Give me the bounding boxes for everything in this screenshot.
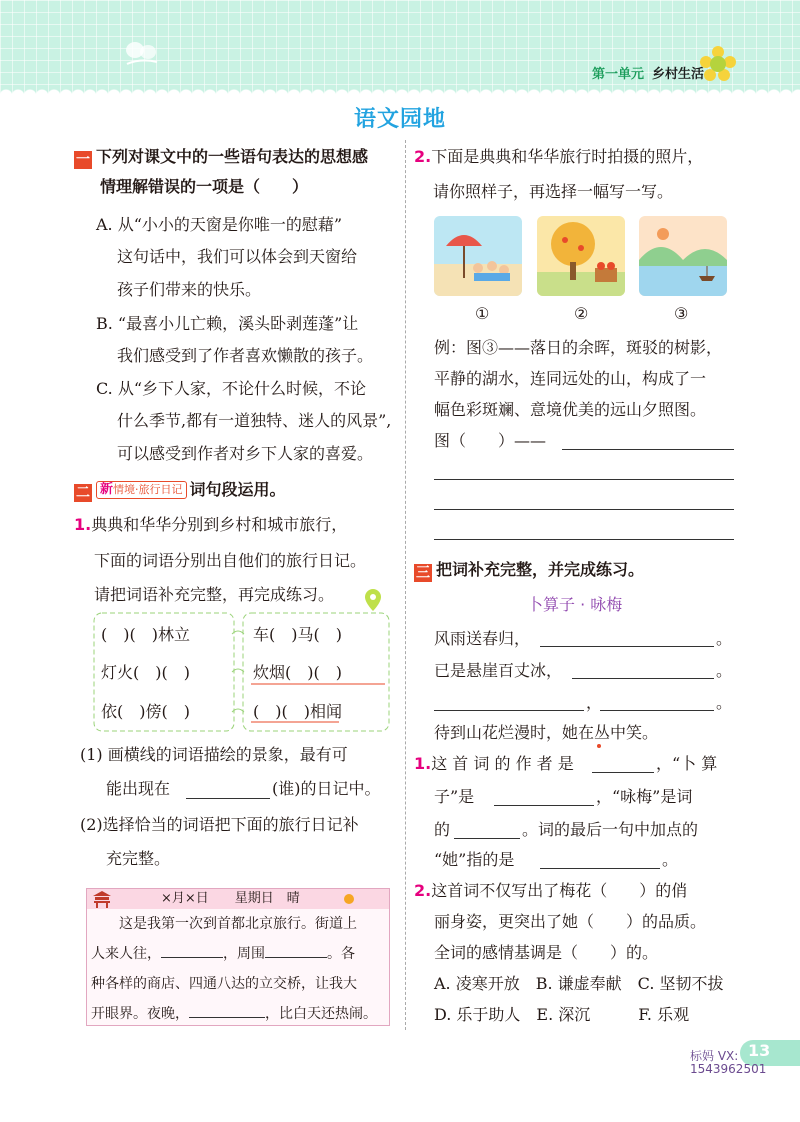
writing-line[interactable]	[434, 479, 734, 480]
options-row-2: D. 乐于助人 E. 深沉 F. 乐观	[434, 1005, 690, 1024]
s3-q1-line1	[414, 753, 574, 775]
s3-q1-l4b: 。	[662, 850, 679, 869]
sub1-line2a: 能出现在	[106, 779, 171, 798]
s2-q1-line3: 请把词语补充完整，再完成练习。	[94, 585, 335, 604]
diary-l4a: 开眼界。夜晚，	[91, 1006, 189, 1022]
poem-line2-end: 。	[716, 661, 733, 680]
answer-blank[interactable]	[592, 772, 654, 773]
column-divider	[405, 140, 406, 1030]
diary-line-4	[91, 999, 385, 1029]
photo-label-2: ②	[574, 304, 589, 323]
writing-line[interactable]	[434, 539, 734, 540]
photo-orchard	[537, 216, 625, 296]
q2-number: 2.	[414, 147, 432, 166]
q2-line2: 请你照样子，再选择一幅写一写。	[433, 182, 674, 201]
s3-q2-l1-text: 这首词不仅写出了梅花（ ）的俏	[431, 881, 688, 900]
poem-blank-4[interactable]	[600, 710, 714, 711]
s3-q1-l4a: “她”指的是	[434, 850, 515, 869]
diary-l4b: ，比白天还热闹。	[265, 1006, 377, 1022]
writing-line[interactable]	[562, 449, 734, 450]
example-line2: 平静的湖水，连同远处的山，构成了一	[434, 369, 707, 388]
diary-blank-3[interactable]	[189, 1017, 265, 1018]
sec2-heading	[74, 479, 286, 502]
word-4: 炊烟( )( )	[253, 663, 342, 682]
poem-line4: 待到山花烂漫时，她在丛中笑。	[434, 723, 659, 742]
s2-q1-line1	[74, 514, 347, 536]
emphasis-dot	[597, 744, 601, 748]
s3-q1-l1b: ，“卜 算	[656, 754, 718, 773]
watermark-line1: 标妈 VX:	[690, 1049, 739, 1063]
diary-blank-1[interactable]	[161, 957, 223, 958]
s2-q1-l1-text: 典典和华华分别到乡村和城市旅行，	[91, 515, 348, 534]
sec1-q-line1: 下列对课文中的一些语句表达的思想感	[96, 147, 369, 166]
sec3-heading-text: 把词补充完整，并完成练习。	[436, 560, 645, 579]
sub1-line1: (1) 画横线的词语描绘的景象，最有可	[80, 745, 348, 764]
tag-text: 情境·旅行日记	[113, 483, 183, 496]
s3-q1-l3a: 的	[434, 820, 451, 839]
photo-label-1: ①	[475, 304, 490, 323]
page-number: 13	[748, 1041, 771, 1060]
butterfly-icon	[125, 40, 159, 66]
sub1-line2b: (谁)的日记中。	[272, 779, 381, 798]
answer-blank[interactable]	[494, 805, 594, 806]
sec1-badge: 一	[76, 152, 90, 168]
diary-line-1: 这是我第一次到首都北京旅行。街道上	[91, 916, 357, 932]
diary-l2c: 。各	[327, 946, 355, 962]
word-1: ( )( )林立	[101, 625, 190, 644]
new-tag: 新	[100, 482, 114, 497]
poem-line3-end: 。	[716, 693, 733, 712]
options-row-1: A. 凌寒开放 B. 谦虚奉献 C. 坚韧不拔	[434, 974, 724, 993]
sec2-badge: 二	[76, 485, 90, 501]
example-line3: 幅色彩斑斓、意境优美的远山夕照图。	[434, 400, 707, 419]
s3-q1-l2b: ，“咏梅”是词	[596, 787, 693, 806]
option-b-line2: 我们感受到了作者喜欢懒散的孩子。	[117, 346, 374, 365]
diary-body	[87, 909, 389, 1029]
poem-blank-1[interactable]	[540, 646, 714, 647]
poem-title: 卜算子 · 咏梅	[527, 595, 623, 614]
poem-line3-mid: ，	[586, 693, 603, 712]
unit-topic: 乡村生活	[651, 67, 704, 82]
photo-beach	[434, 216, 522, 296]
s2-q1-number: 1.	[74, 515, 92, 534]
q2-line1	[414, 146, 703, 168]
travel-diary	[86, 888, 390, 1026]
sub2-line1: (2)选择恰当的词语把下面的旅行日记补	[80, 815, 359, 834]
situation-tag	[96, 481, 187, 499]
fill-prompt: 图（ ）——	[434, 431, 547, 450]
sun-icon	[341, 891, 357, 907]
q2-l1-text: 下面是典典和华华旅行时拍摄的照片，	[431, 147, 704, 166]
sunflower-icon	[698, 44, 738, 84]
unit-label	[592, 63, 704, 82]
s3-q1-number: 1.	[414, 754, 432, 773]
s3-q2-line3: 全词的感情基调是（ ）的。	[434, 943, 659, 962]
option-a-line3: 孩子们带来的快乐。	[117, 280, 262, 299]
option-a-line2: 这句话中，我们可以体会到天窗给	[117, 247, 358, 266]
diary-line-3: 种各样的商店、四通八达的立交桥，让我大	[91, 976, 357, 992]
sec1-question	[74, 146, 368, 169]
sec3-heading	[414, 559, 644, 582]
word-2: 车( )马( )	[253, 625, 342, 644]
s3-q2-number: 2.	[414, 881, 432, 900]
page-title: 语文园地	[353, 107, 446, 132]
s3-q1-l2a: 子”是	[434, 787, 475, 806]
option-c-line1: C. 从“乡下人家，不论什么时候，不论	[96, 379, 367, 398]
word-3: 灯火( )( )	[101, 663, 190, 682]
sub2-line2: 充完整。	[106, 849, 171, 868]
s3-q1-l1a: 这 首 词 的 作 者 是	[431, 754, 574, 773]
poem-blank-2[interactable]	[572, 678, 714, 679]
photo-label-3: ③	[674, 304, 689, 323]
option-b-line1: B. “最喜小儿亡赖，溪头卧剥莲蓬”让	[96, 314, 359, 333]
s3-q2-line1	[414, 880, 687, 902]
diary-l2a: 人来人往，	[91, 946, 161, 962]
diary-date-line: ×月×日 星期日 晴	[87, 889, 389, 909]
example-line1: 例：图③——落日的余晖，斑驳的树影，	[434, 338, 723, 357]
word-6: ( )( )相闻	[253, 702, 342, 721]
sec3-badge: 三	[416, 565, 430, 581]
answer-blank[interactable]	[454, 838, 520, 839]
option-a-line1: A. 从“小小的天窗是你唯一的慰藉”	[96, 215, 343, 234]
writing-line[interactable]	[434, 509, 734, 510]
word-match-box	[93, 612, 393, 732]
s2-q1-line2: 下面的词语分别出自他们的旅行日记。	[94, 551, 367, 570]
option-c-line3: 可以感受到作者对乡下人家的喜爱。	[117, 444, 374, 463]
watermark-line2: 1543962501	[690, 1062, 767, 1076]
sec1-q-line2: 情理解错误的一项是（ ）	[100, 177, 309, 196]
diary-blank-2[interactable]	[265, 957, 327, 958]
s3-q1-l3b: 。词的最后一句中加点的	[522, 820, 699, 839]
photo-sunset-lake	[639, 216, 727, 296]
answer-blank[interactable]	[186, 798, 270, 799]
poem-blank-3[interactable]	[434, 710, 584, 711]
diary-line-2	[91, 939, 385, 969]
location-pin-icon	[364, 588, 382, 612]
word-5: 依( )傍( )	[101, 702, 190, 721]
diary-l2b: ，周围	[223, 946, 265, 962]
unit-number: 第一单元	[591, 67, 644, 82]
poem-line1-end: 。	[716, 629, 733, 648]
s3-q2-line2: 丽身姿，更突出了她（ ）的品质。	[434, 912, 707, 931]
option-c-line2: 什么季节,都有一道独特、迷人的风景”,	[117, 411, 392, 430]
sec2-heading-text: 词句段运用。	[189, 480, 286, 499]
poem-line1: 风雨送春归，	[434, 629, 531, 648]
poem-line2: 已是悬崖百丈冰，	[434, 661, 563, 680]
watermark	[690, 1050, 766, 1076]
temple-icon	[91, 890, 113, 908]
answer-blank[interactable]	[540, 868, 660, 869]
